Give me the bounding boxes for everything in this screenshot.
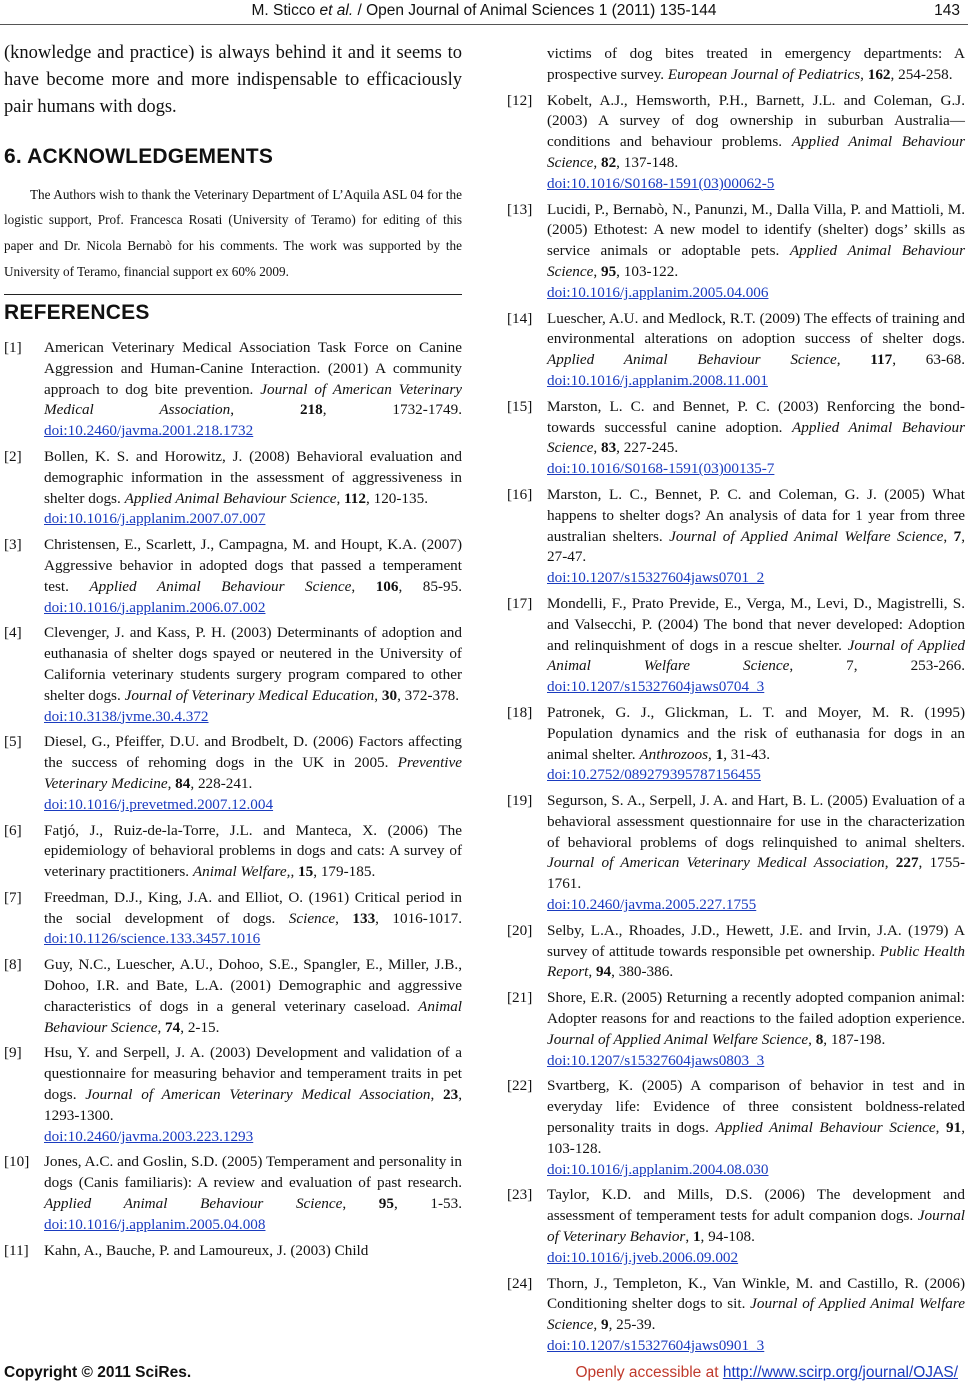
reference-number: [20]	[507, 921, 533, 939]
doi-link[interactable]: doi:10.1016/j.applanim.2006.07.002	[44, 598, 266, 616]
reference-journal: Journal of Applied Animal Welfare Science	[669, 527, 944, 545]
reference-number: [11]	[4, 1241, 29, 1259]
doi-link[interactable]: doi:10.1016/S0168-1591(03)00135-7	[547, 460, 775, 478]
doi-link[interactable]: doi:10.2752/089279395787156455	[547, 766, 761, 784]
reference-number: [5]	[4, 733, 22, 751]
reference-volume: 106	[375, 577, 399, 595]
reference-pages: , 1-53.	[393, 1195, 462, 1213]
doi-link[interactable]: doi:10.2460/javma.2003.223.1293	[44, 1127, 254, 1145]
reference-volume: 117	[870, 351, 893, 369]
references-heading: REFERENCES	[4, 301, 150, 325]
doi-link[interactable]: doi:10.1016/j.applanim.2005.04.006	[547, 283, 769, 301]
reference-text: Lucidi, P., Bernabò, N., Panunzi, M., Dalla Villa, P. and Mattioli, M. (2005) Ethotest: A new model to identify (shelter) dogs’ skills as service animals or adoptable pets.	[547, 200, 965, 260]
reference-volume: 84	[175, 774, 191, 792]
reference-item	[507, 309, 965, 392]
reference-number: [23]	[507, 1186, 533, 1204]
reference-pages: , 1016-1017.	[375, 909, 462, 927]
doi-link[interactable]: doi:10.1016/j.applanim.2004.08.030	[547, 1160, 769, 1178]
reference-pages: , 85-95.	[398, 577, 463, 595]
reference-body: Bollen, K. S. and Horowitz, J. (2008) Behavioral evaluation and demographic information in the assessment of aggressiveness in shelter dogs. Applied Animal Behaviour Science, 112, 120-135. doi:10.1016/j.applanim.2007.07.007	[44, 447, 462, 530]
reference-volume: 95	[600, 262, 617, 280]
page-footer	[0, 1364, 968, 1388]
reference-number	[507, 44, 547, 86]
reference-journal: Public Health Report	[547, 942, 966, 981]
header-etal: et al.	[319, 2, 354, 19]
reference-text: Kobelt, A.J., Hemsworth, P.H., Barnett, J.L. and Coleman, G.J. (2003) A survey of dog ownership in suburban Australia—conditions and behaviour problems.	[547, 91, 965, 151]
reference-pages: , 31-43.	[723, 745, 771, 763]
reference-pages: , 1293-1300.	[44, 1086, 463, 1124]
reference-number: [13]	[507, 200, 533, 218]
doi-link[interactable]: doi:10.1016/j.jveb.2006.09.002	[547, 1248, 739, 1266]
doi-link[interactable]: doi:10.3138/jvme.30.4.372	[44, 707, 209, 725]
header-author: M. Sticco	[251, 2, 316, 19]
reference-number: [9]	[4, 1044, 22, 1062]
reference-item	[4, 623, 462, 727]
reference-item	[507, 594, 965, 698]
reference-item	[4, 1043, 462, 1147]
reference-body: Jones, A.C. and Goslin, S.D. (2005) Temperament and personality in dogs (Canis familiaris): A review and evaluation of past research. Applied Animal Behaviour Science, 95, 1-53. doi:10.1016/j.applanim.2005.04.008	[44, 1153, 462, 1233]
header-journal: / Open Journal of Animal Sciences 1 (2011) 135-144	[357, 2, 717, 19]
reference-text: Jones, A.C. and Goslin, S.D. (2005) Temperament and personality in dogs (Canis familiaris): A review and evaluation of past research.	[44, 1153, 462, 1192]
reference-number: [1]	[4, 338, 22, 356]
reference-body: Kobelt, A.J., Hemsworth, P.H., Barnett, J.L. and Coleman, G.J. (2003) A survey of dog ownership in suburban Australia—conditions and behaviour problems. Applied Animal Behaviour Science, 82, 137-148. doi:10.1016/S0168-1591(03)00062-5	[547, 91, 965, 195]
reference-body: Guy, N.C., Luescher, A.U., Dohoo, S.E., Spangler, E., Miller, J.B., Dohoo, I.R. and Bate, L.A. (2001) Demographic and aggressive characteristics of dogs in a general veterinary caseload. Animal Behaviour Science, 74, 2-15.	[44, 956, 463, 1036]
reference-pages: , 254-258.	[890, 65, 953, 83]
reference-volume: 91	[946, 1119, 962, 1137]
reference-item	[507, 1185, 965, 1268]
reference-volume: 83	[600, 439, 617, 457]
reference-journal: Journal of Applied Animal Welfare Science	[547, 1030, 809, 1048]
access-note	[576, 1364, 959, 1382]
doi-link[interactable]: doi:10.1126/science.133.3457.1016	[44, 930, 261, 948]
reference-number: [10]	[4, 1153, 30, 1171]
reference-pages: , 372-378.	[397, 686, 460, 704]
reference-number: [21]	[507, 989, 533, 1007]
reference-volume: 23	[443, 1086, 459, 1104]
section-divider	[4, 294, 462, 295]
reference-journal: Journal of American Veterinary Medical Association	[44, 380, 462, 419]
reference-volume: 1	[692, 1228, 701, 1246]
reference-volume: 133	[352, 909, 376, 927]
reference-number: [18]	[507, 703, 533, 721]
reference-volume: 95	[378, 1195, 394, 1213]
reference-journal: Applied Animal Behaviour Science	[547, 418, 965, 457]
reference-journal: European Journal of Pediatrics	[667, 65, 861, 83]
reference-number: [12]	[507, 91, 533, 109]
doi-link[interactable]: doi:10.1207/s15327604jaws0901_3	[547, 1337, 765, 1355]
reference-number: [24]	[507, 1274, 533, 1292]
reference-item	[507, 200, 965, 304]
reference-volume: 162	[867, 65, 891, 83]
reference-number: [14]	[507, 309, 533, 327]
doi-link[interactable]: doi:10.1016/j.prevetmed.2007.12.004	[44, 795, 274, 813]
reference-text: Thorn, J., Templeton, K., Van Winkle, M. and Castillo, R. (2006) Conditioning shelter dogs to sit.	[547, 1274, 965, 1313]
reference-journal: Applied Animal Behaviour Science	[89, 577, 352, 595]
reference-number: [19]	[507, 792, 533, 810]
left-column	[4, 40, 462, 1266]
doi-link[interactable]: doi:10.1207/s15327604jaws0701_2	[547, 569, 765, 587]
reference-volume: 74	[165, 1018, 181, 1036]
access-text: Openly accessible at	[575, 1364, 723, 1381]
reference-pages: , 94-108.	[700, 1228, 755, 1246]
reference-journal: Applied Animal Behaviour Science	[715, 1119, 936, 1137]
reference-volume: 1	[715, 745, 724, 763]
reference-item	[507, 703, 965, 786]
reference-pages: , 187-198.	[823, 1030, 886, 1048]
reference-pages: , 228-241.	[190, 774, 253, 792]
reference-pages: , 380-386.	[611, 963, 674, 981]
reference-journal: Animal Welfare,	[192, 863, 291, 881]
reference-journal: Journal of Applied Animal Welfare Science	[547, 1295, 965, 1334]
reference-item	[507, 44, 965, 86]
reference-pages: , 227-245.	[616, 439, 679, 457]
doi-link[interactable]: doi:10.1016/j.applanim.2008.11.001	[547, 371, 768, 389]
reference-pages: , 179-185.	[313, 863, 376, 881]
reference-body: Segurson, S. A., Serpell, J. A. and Hart, B. L. (2005) Evaluation of a behavioral assessment questionnaire for use in the characterization of behavioral problems of dogs relinquished to animal shelters. Journal of American Veterinary Medical Association, 227, 1755-1761. doi:10.2460/javma.2005.227.1755	[547, 791, 965, 916]
reference-body: Patronek, G. J., Glickman, L. T. and Moyer, M. R. (1995) Population dynamics and the risk of euthanasia for dogs in an animal shelter. Anthrozoos, 1, 31-43. doi:10.2752/089279395787156455	[547, 703, 965, 786]
reference-body: Luescher, A.U. and Medlock, R.T. (2009) The effects of training and environmental alterations on adoption success of shelter dogs. Applied Animal Behaviour Science, 117, 63-68. doi:10.1016/j.applanim.2008.11.001	[547, 309, 965, 389]
reference-journal: Applied Animal Behaviour Science	[44, 1195, 343, 1213]
reference-volume: 8	[815, 1030, 824, 1048]
reference-number: [17]	[507, 594, 533, 612]
reference-item	[4, 535, 462, 618]
reference-text: Marston, L. C. and Bennet, P. C. (2003) Renforcing the bond-towards successful canine adoption.	[547, 397, 965, 436]
reference-list-right	[507, 44, 965, 1357]
reference-item	[507, 485, 965, 589]
reference-body: Selby, L.A., Rhoades, J.D., Hewett, J.E. and Irvin, J.A. (1979) A survey of attitude towards responsible pet ownership. Public Health Report, 94, 380-386.	[547, 921, 966, 981]
reference-text: Hsu, Y. and Serpell, J. A. (2003) Development and validation of a questionnaire for measuring behavior and temperament traits in pet dogs.	[44, 1044, 462, 1104]
reference-pages: , 1732-1749.	[322, 401, 463, 419]
doi-link[interactable]: doi:10.1016/S0168-1591(03)00062-5	[547, 174, 775, 192]
reference-body: Lucidi, P., Bernabò, N., Panunzi, M., Dalla Villa, P. and Mattioli, M. (2005) Ethotest: A new model to identify (shelter) dogs’ skills as service animals or adoptable pets. Applied Animal Behaviour Science, 95, 103-122. doi:10.1016/j.applanim.2005.04.006	[547, 200, 965, 304]
reference-pages: , 103-122.	[616, 262, 679, 280]
reference-item	[4, 732, 462, 815]
reference-text: Guy, N.C., Luescher, A.U., Dohoo, S.E., Spangler, E., Miller, J.B., Dohoo, I.R. and Bate, L.A. (2001) Demographic and aggressive characteristics of dogs in a general veterinary caseload.	[44, 956, 462, 1015]
reference-number: [8]	[4, 956, 22, 974]
reference-body	[44, 1241, 462, 1262]
reference-item	[507, 791, 965, 916]
lead-paragraph: (knowledge and practice) is always behind it and it seems to have become more and more indispensable to efficaciously pair humans with dogs.	[4, 43, 462, 117]
reference-pages: , 27-47.	[547, 527, 966, 566]
reference-text: Diesel, G., Pfeiffer, D.U. and Brodbelt, D. (2006) Factors affecting the success of rehoming dogs in the UK in 2005.	[44, 733, 462, 772]
running-title	[0, 2, 968, 20]
reference-journal: Journal of American Veterinary Medical Association	[547, 854, 885, 872]
reference-volume: 218	[299, 401, 323, 419]
reference-item	[507, 91, 965, 195]
reference-body: victims of dog bites treated in emergency departments: A prospective survey. European Journal of Pediatrics, 162, 254-258.	[547, 45, 965, 83]
reference-item	[4, 1152, 462, 1235]
reference-body: Diesel, G., Pfeiffer, D.U. and Brodbelt, D. (2006) Factors affecting the success of rehoming dogs in the UK in 2005. Preventive Veterinary Medicine, 84, 228-241. doi:10.1016/j.prevetmed.2007.12.004	[44, 732, 462, 815]
reference-number: [16]	[507, 485, 533, 503]
reference-journal: Science	[288, 909, 336, 927]
right-column	[507, 44, 965, 1362]
doi-link[interactable]: doi:10.1016/j.applanim.2005.04.008	[44, 1215, 266, 1233]
reference-body: Marston, L. C., Bennet, P. C. and Coleman, G. J. (2005) What happens to shelter dogs? An analysis of data for 1 year from three australian shelters. Journal of Applied Animal Welfare Science, 7, 27-47. doi:10.1207/s15327604jaws0701_2	[547, 485, 965, 589]
reference-text: Shore, E.R. (2005) Returning a recently adopted companion animal: Adopter reasons for and reactions to the failed adoption experience.	[547, 989, 965, 1028]
reference-body: Marston, L. C. and Bennet, P. C. (2003) Renforcing the bond-towards successful canine adoption. Applied Animal Behaviour Science, 83, 227-245. doi:10.1016/S0168-1591(03)00135-7	[547, 397, 965, 480]
reference-item	[4, 338, 462, 442]
reference-item	[507, 397, 965, 480]
ack-text: The Authors wish to thank the Veterinary Department of L’Aquila ASL 04 for the logistic support, Prof. Francesca Rosati (University of Teramo) for editing of this paper and Dr. Nicola Bernabò for his comments. The work was supported by the University of Teramo, financial support ex 60% 2009.	[4, 186, 462, 279]
reference-journal: Applied Animal Behaviour Science	[124, 489, 337, 507]
reference-pages: , 137-148.	[616, 153, 679, 171]
reference-volume: 112	[344, 489, 366, 507]
reference-pages: , 63-68.	[892, 351, 965, 369]
doi-link[interactable]: doi:10.1016/j.applanim.2007.07.007	[44, 510, 266, 528]
reference-text: Clevenger, J. and Kass, P. H. (2003) Determinants of adoption and euthanasia of shelter dogs spayed or neutered in the University of California veterinary students surgery program compared to other shelter dogs.	[44, 624, 462, 704]
reference-volume: 9	[600, 1316, 609, 1334]
copyright: Copyright © 2011 SciRes.	[4, 1364, 192, 1381]
reference-text: Kahn, A., Bauche, P. and Lamoureux, J. (2003) Child	[44, 1241, 369, 1259]
reference-item	[4, 1241, 462, 1262]
reference-text: Patronek, G. J., Glickman, L. T. and Moyer, M. R. (1995) Population dynamics and the risk of euthanasia for dogs in an animal shelter.	[547, 703, 965, 763]
reference-body: Hsu, Y. and Serpell, J. A. (2003) Development and validation of a questionnaire for measuring behavior and temperament traits in pet dogs. Journal of American Veterinary Medical Association, 23, 1293-1300. doi:10.2460/javma.2003.223.1293	[44, 1043, 462, 1147]
reference-journal: Journal of Applied Animal Welfare Science	[547, 636, 965, 675]
reference-number: [15]	[507, 397, 533, 415]
reference-journal: Journal of American Veterinary Medical Association	[85, 1086, 431, 1104]
journal-url-link[interactable]: http://www.scirp.org/journal/OJAS/	[722, 1364, 958, 1381]
reference-text: Selby, L.A., Rhoades, J.D., Hewett, J.E. and Irvin, J.A. (1979) A survey of attitude towards responsible pet ownership.	[547, 921, 965, 960]
reference-text: Christensen, E., Scarlett, J., Campagna, M. and Houpt, K.A. (2007) Aggressive behavior in adopted dogs that passed a temperament test.	[44, 536, 462, 595]
reference-volume: 30	[381, 686, 398, 704]
reference-text: Segurson, S. A., Serpell, J. A. and Hart, B. L. (2005) Evaluation of a behavioral assessment questionnaire for use in the characterization of behavioral problems of dogs relinquished to animal shelters.	[547, 792, 965, 851]
reference-body: Clevenger, J. and Kass, P. H. (2003) Determinants of adoption and euthanasia of shelter dogs spayed or neutered in the University of California veterinary students surgery program compared to other shelter dogs. Journal of Veterinary Medical Education, 30, 372-378. doi:10.3138/jvme.30.4.372	[44, 623, 462, 727]
reference-journal: Journal of Veterinary Behavior	[547, 1207, 966, 1246]
reference-body: Freedman, D.J., King, J.A. and Elliot, O. (1961) Critical period in the social development of dogs. Science, 133, 1016-1017. doi:10.1126/science.133.3457.1016	[44, 888, 462, 948]
reference-volume: 7	[953, 527, 962, 545]
reference-number: [7]	[4, 888, 22, 906]
reference-body: Shore, E.R. (2005) Returning a recently adopted companion animal: Adopter reasons for and reactions to the failed adoption experience. Journal of Applied Animal Welfare Science, 8, 187-198. doi:10.1207/s15327604jaws0803_3	[547, 988, 965, 1071]
reference-pages: , 120-135.	[366, 489, 429, 507]
reference-text: Marston, L. C., Bennet, P. C. and Coleman, G. J. (2005) What happens to shelter dogs? An analysis of data for 1 year from three australian shelters.	[547, 485, 965, 545]
reference-item	[4, 955, 462, 1038]
reference-pages: , 7, 253-266.	[789, 657, 965, 675]
reference-text: Svartberg, K. (2005) A comparison of behavior in test and in everyday life: Evidence of three consistent boldness-related personality traits in dogs.	[547, 1077, 965, 1137]
reference-pages: , 25-39.	[608, 1316, 656, 1334]
reference-journal: Animal Behaviour Science	[44, 997, 463, 1036]
reference-text: victims of dog bites treated in emergency departments: A prospective survey.	[547, 45, 965, 83]
reference-body: Svartberg, K. (2005) A comparison of behavior in test and in everyday life: Evidence of three consistent boldness-related personality traits in dogs. Applied Animal Behaviour Science, 91, 103-128. doi:10.1016/j.applanim.2004.08.030	[547, 1076, 965, 1180]
doi-link[interactable]: doi:10.1207/s15327604jaws0803_3	[547, 1051, 765, 1069]
doi-link[interactable]: doi:10.1207/s15327604jaws0704_3	[547, 678, 765, 696]
reference-text: Luescher, A.U. and Medlock, R.T. (2009) The effects of training and environmental alterations on adoption success of shelter dogs.	[547, 309, 965, 348]
reference-pages: , 103-128.	[547, 1119, 965, 1157]
doi-link[interactable]: doi:10.2460/javma.2005.227.1755	[547, 896, 757, 914]
reference-journal: Journal of Veterinary Medical Education	[124, 686, 375, 704]
reference-item	[4, 447, 462, 530]
header-divider	[0, 24, 968, 25]
reference-text: Freedman, D.J., King, J.A. and Elliot, O. (1961) Critical period in the social development of dogs.	[44, 888, 462, 927]
reference-number: [3]	[4, 536, 22, 554]
reference-number: [4]	[4, 624, 22, 642]
reference-text: Bollen, K. S. and Horowitz, J. (2008) Behavioral evaluation and demographic information in the assessment of aggressiveness in shelter dogs.	[44, 447, 462, 507]
reference-journal: Preventive Veterinary Medicine	[44, 754, 462, 792]
reference-item	[507, 1076, 965, 1180]
reference-pages: , 1755-1761.	[547, 854, 966, 893]
reference-journal: Applied Animal Behaviour Science	[547, 351, 837, 369]
reference-text: Fatjó, J., Ruiz-de-la-Torre, J.L. and Manteca, X. (2006) The epidemiology of behavioral problems in dogs and cats: A survey of veterinary practitioners.	[44, 821, 462, 881]
reference-journal: Applied Animal Behaviour Science	[547, 242, 965, 280]
doi-link[interactable]: doi:10.2460/javma.2001.218.1732	[44, 422, 254, 440]
reference-volume: 94	[595, 963, 612, 981]
reference-body: Christensen, E., Scarlett, J., Campagna, M. and Houpt, K.A. (2007) Aggressive behavior in adopted dogs that passed a temperament test. Applied Animal Behaviour Science, 106, 85-95. doi:10.1016/j.applanim.2006.07.002	[44, 536, 463, 616]
reference-number: [6]	[4, 821, 22, 839]
reference-number: [2]	[4, 447, 22, 465]
reference-item	[507, 988, 965, 1071]
reference-text: American Veterinary Medical Association Task Force on Canine Aggression and Human-Canine Interaction. (2001) A community approach to dog bite prevention.	[44, 338, 462, 398]
reference-list-left	[4, 338, 462, 1261]
reference-body: Fatjó, J., Ruiz-de-la-Torre, J.L. and Manteca, X. (2006) The epidemiology of behavioral problems in dogs and cats: A survey of veterinary practitioners. Animal Welfare,, 15, 179-185.	[44, 821, 462, 881]
reference-text: Mondelli, F., Prato Previde, E., Verga, M., Levi, D., Magistrelli, S. and Valsecchi, P. (2004) The bond that never developed: Adoption and relinquishment of dogs in a rescue shelter.	[547, 594, 965, 654]
reference-item	[4, 821, 462, 883]
reference-volume: 227	[895, 854, 919, 872]
reference-item	[4, 888, 462, 950]
reference-body: Thorn, J., Templeton, K., Van Winkle, M. and Castillo, R. (2006) Conditioning shelter dogs to sit. Journal of Applied Animal Welfare Science, 9, 25-39. doi:10.1207/s15327604jaws0901_3	[547, 1274, 965, 1357]
reference-volume: 82	[600, 153, 617, 171]
ack-heading: 6. ACKNOWLEDGEMENTS	[4, 145, 274, 168]
reference-number: [22]	[507, 1077, 533, 1095]
reference-body: American Veterinary Medical Association Task Force on Canine Aggression and Human-Canine Interaction. (2001) A community approach to dog bite prevention. Journal of American Veterinary Medical Association, 218, 1732-1749. doi:10.2460/javma.2001.218.1732	[44, 338, 463, 440]
reference-item	[507, 921, 965, 983]
reference-journal: Anthrozoos	[639, 745, 709, 763]
reference-pages: , 2-15.	[180, 1018, 220, 1036]
page-number: 143	[934, 2, 960, 19]
reference-journal: Applied Animal Behaviour Science	[547, 133, 965, 171]
reference-body: Taylor, K.D. and Mills, D.S. (2006) The development and assessment of temperament tests for adult companion dogs. Journal of Veterinary Behavior, 1, 94-108. doi:10.1016/j.jveb.2006.09.002	[547, 1185, 965, 1268]
reference-volume: 15	[298, 863, 314, 881]
reference-body	[547, 594, 965, 698]
reference-text: Taylor, K.D. and Mills, D.S. (2006) The development and assessment of temperament tests for adult companion dogs.	[547, 1186, 965, 1225]
reference-item	[507, 1274, 965, 1357]
page-header	[0, 0, 968, 28]
